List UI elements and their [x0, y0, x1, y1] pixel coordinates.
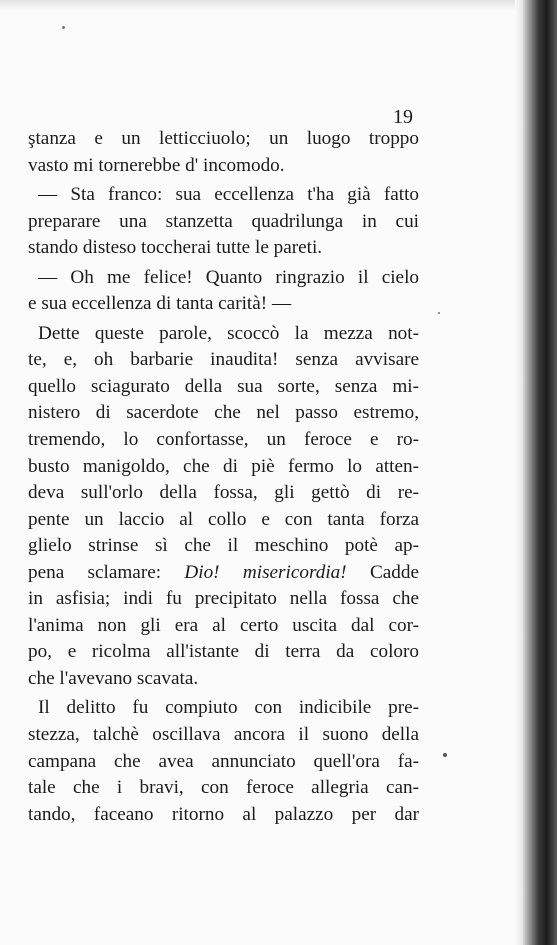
text-line: nistero di sacerdote che nel passo estremo, [28, 402, 419, 424]
text-line: tremendo, lo confortasse, un feroce e ro- [28, 429, 419, 451]
paper-speck [443, 753, 447, 757]
text-line: stando disteso toccherai tutte le pareti. [28, 237, 323, 259]
page-gutter-edge [515, 0, 523, 945]
text-line: glielo strinse sì che il meschino potè ap- [28, 535, 419, 557]
text-line: te, e, oh barbarie inaudita! senza avvisare [28, 349, 419, 371]
text-line: tale che i bravi, con feroce allegria can- [28, 777, 419, 799]
text-line: — Oh me felice! Quanto ringrazio il cielo [38, 266, 419, 288]
page-top-shadow [0, 0, 557, 10]
text-line: l'anima non gli era al certo uscita dal cor- [28, 614, 419, 636]
text-line: preparare una stanzetta quadrilunga in cui [28, 210, 419, 232]
text-line: ştanza e un letticciuolo; un luogo troppo [28, 128, 419, 149]
text-line: Il delitto fu compiuto con indicibile pre- [38, 697, 419, 719]
text-segment: pena sclamare: [28, 561, 162, 583]
text-line: stezza, talchè oscillava ancora il suono della [28, 724, 419, 746]
text-line: che l'avevano scavata. [28, 667, 199, 689]
body-text [28, 126, 419, 828]
text-segment: Cadde [369, 561, 419, 583]
text-line-with-italic [28, 560, 419, 587]
text-line: e sua eccellenza di tanta carità! — [28, 293, 292, 315]
text-line: — Sta franco: sua eccellenza t'ha già fatto [38, 184, 419, 206]
text-line: deva sull'orlo della fossa, gli gettò di re- [28, 482, 419, 504]
text-line: vasto mi tornerebbe d' incomodo. [28, 154, 285, 176]
text-line: po, e ricolma all'istante di terra da coloro [28, 641, 419, 663]
text-line: quello sciagurato della sua sorte, senza mi- [28, 375, 419, 397]
text-line: in asfisia; indi fu precipitato nella fossa che [28, 588, 419, 610]
paper-speck [438, 312, 440, 314]
italic-exclamation: Dio! misericordia! [184, 561, 347, 583]
text-line: pente un laccio al collo e con tanta forza [28, 508, 419, 530]
page-number: 19 [393, 106, 413, 128]
text-line: tando, faceano ritorno al palazzo per dar [28, 803, 419, 825]
text-line: busto manigoldo, che di piè fermo lo atten- [28, 455, 419, 477]
text-line: campana che avea annunciato quell'ora fa- [28, 750, 419, 772]
text-line: Dette queste parole, scoccò la mezza not- [38, 322, 419, 344]
book-binding-gutter [523, 0, 557, 945]
paper-speck [62, 26, 65, 29]
